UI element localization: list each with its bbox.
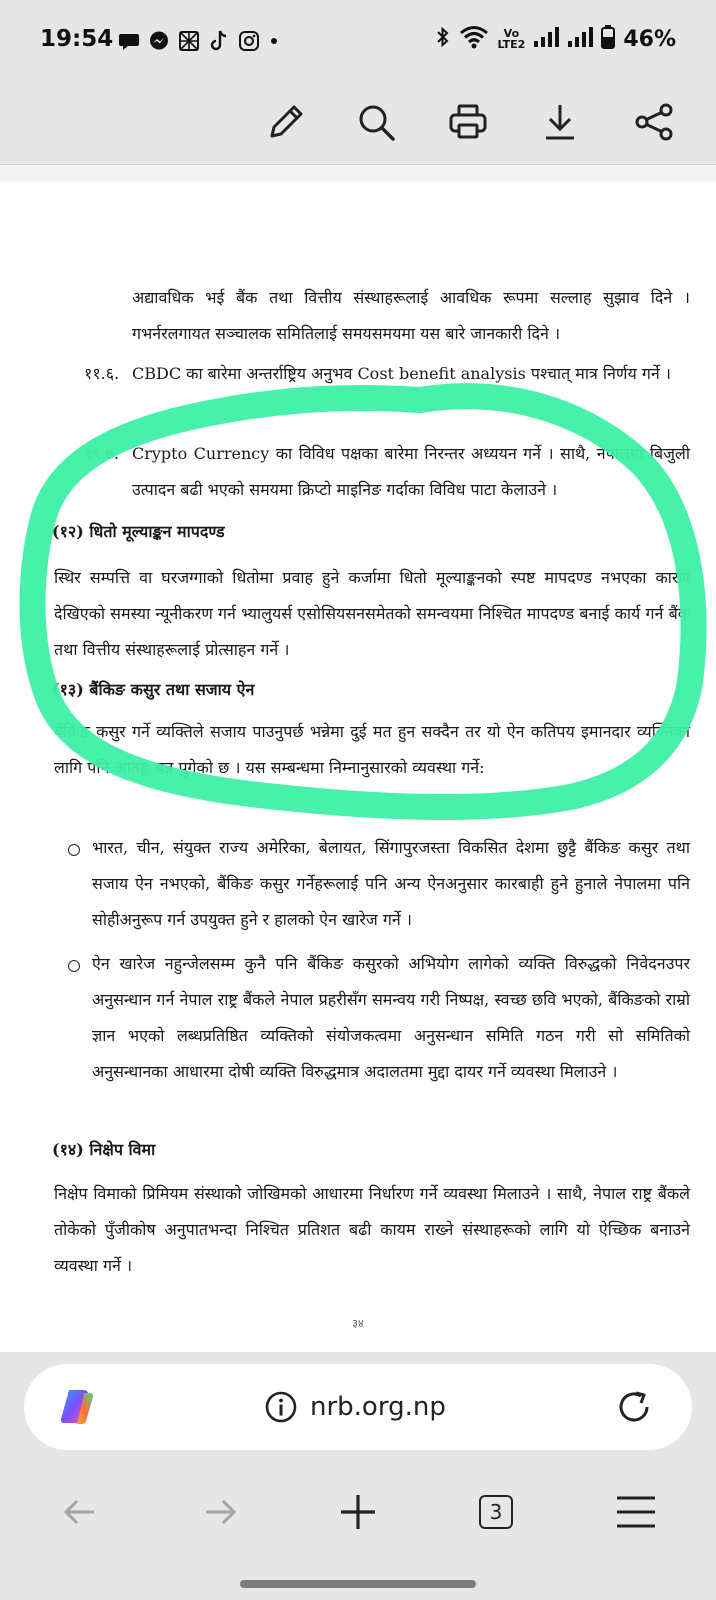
system-status <box>435 24 676 54</box>
item-11-6-text: CBDC का बारेमा अन्तर्राष्ट्रिय अनुभव Cost benefit analysis पश्चात् मात्र निर्णय गर्ने । <box>132 364 671 383</box>
volte-indicator <box>497 28 525 50</box>
share-button[interactable] <box>628 96 680 148</box>
back-button[interactable] <box>54 1486 106 1538</box>
paragraph-12: स्थिर सम्पत्ति वा घरजग्गाको धितोमा प्रवाह हुने कर्जामा धितो मूल्याङ्कनको स्पष्ट मापदण्ड नभएका कारण देखिएको समस्या न्यूनीकरण गर्न भ्यालुयर्स एसोसियसनसमेतको समन्वयमा निश्चित मापदण्ड बनाई कार्य गर्न बैंक तथा वित्तीय संस्थाहरूलाई प्रोत्साहन गर्ने । <box>54 568 690 659</box>
paragraph-13: बैंकिङ कसुर गर्ने व्यक्तिले सजाय पाउनुपर्छ भन्नेमा दुई मत हुन सक्दैन तर यो ऐन कतिपय इमानदार व्यक्तिका लागि पनि आतङ्क बन्न पुगेको छ । यस सम्बन्धमा निम्नानुसारको व्यवस्था गर्ने: <box>54 722 690 777</box>
forward-arrow-icon <box>200 1492 240 1532</box>
print-button[interactable] <box>442 96 494 148</box>
navigation-bar <box>0 1472 716 1552</box>
item-number-11-7: ११.७. <box>84 444 120 463</box>
bullet-marker <box>68 960 80 972</box>
instagram-icon <box>238 30 260 52</box>
pdf-page[interactable] <box>0 182 716 1352</box>
forward-button[interactable] <box>194 1486 246 1538</box>
print-icon <box>446 100 490 144</box>
item-number-11-6: ११.६. <box>84 364 120 383</box>
more-dot-icon <box>268 35 280 47</box>
bullet-item-1: भारत, चीन, संयुक्त राज्य अमेरिका, बेलायत, सिंगापुरजस्ता विकसित देशमा छुट्टै बैंकिङ कसुर तथा सजाय ऐन नभएको, बैंकिङ कसुर गर्नेहरूलाई पनि अन्य ऐनअनुसार कारबाही हुने हुनाले नेपालमा पनि सोहीअनुरूप गर्न उपयुक्त हुने र हालको ऐन खारेज गर्ने । <box>92 838 690 929</box>
status-time: 19:54 <box>40 26 114 52</box>
heading-14: (१४) निक्षेप विमा <box>52 1140 156 1159</box>
battery-icon <box>601 25 615 53</box>
plus-icon <box>338 1492 378 1532</box>
search-button[interactable] <box>350 96 402 148</box>
edit-button[interactable] <box>260 96 312 148</box>
new-tab-button[interactable] <box>332 1486 384 1538</box>
download-icon <box>538 100 582 144</box>
menu-button[interactable] <box>610 1486 662 1538</box>
search-icon <box>354 100 398 144</box>
browser-bottom-bar <box>0 1352 716 1600</box>
page-number: ३४ <box>352 1317 364 1330</box>
info-icon[interactable] <box>264 1390 298 1424</box>
wifi-icon <box>459 25 489 53</box>
messenger-icon <box>148 30 170 52</box>
notification-icons <box>118 27 280 55</box>
hamburger-menu-icon <box>615 1494 657 1530</box>
volte-bottom: LTE2 <box>497 38 526 51</box>
pencil-icon <box>264 100 308 144</box>
heading-12: (१२) धितो मूल्याङ्कन मापदण्ड <box>52 522 225 541</box>
item-11-7-text: Crypto Currency का विविध पक्षका बारेमा निरन्तर अध्ययन गर्ने । साथै, नेपालमा बिजुली उत्पादन बढी भएको समयमा क्रिप्टो माइनिङ गर्दाका विविध पाटा केलाउने । <box>132 444 690 499</box>
address-bar[interactable] <box>24 1364 692 1450</box>
pdf-toolbar <box>0 84 716 164</box>
paragraph-11-5-continued: अद्यावधिक भई बैंक तथा वित्तीय संस्थाहरूलाई आवधिक रूपमा सल्लाह सुझाव दिने । गभर्नरलगायत सञ्चालक समितिलाई समयसमयमा यस बारे जानकारी दिने । <box>132 288 690 343</box>
copilot-button[interactable] <box>58 1387 102 1427</box>
tiktok-icon <box>208 29 230 53</box>
tab-count: 3 <box>479 1495 513 1529</box>
signal-icon-1 <box>533 26 559 52</box>
paragraph-14: निक्षेप विमाको प्रिमियम संस्थाको जोखिमको आधारमा निर्धारण गर्ने व्यवस्था मिलाउने । साथै, नेपाल राष्ट्र बैंकले तोकेको पुँजीकोष अनुपातभन्दा निश्चित प्रतिशत बढी कायम राख्ने संस्थाहरूको लागि यो ऐच्छिक बनाउने व्यवस्था गर्ने । <box>54 1184 690 1275</box>
copilot-icon <box>58 1387 102 1427</box>
url-text[interactable]: nrb.org.np <box>310 1392 446 1422</box>
chat-bubble-icon <box>118 30 140 52</box>
reload-button[interactable] <box>614 1387 654 1427</box>
share-icon <box>632 100 676 144</box>
url-display[interactable] <box>264 1386 446 1428</box>
download-button[interactable] <box>534 96 586 148</box>
bluetooth-icon <box>435 25 451 53</box>
home-indicator[interactable] <box>240 1580 476 1588</box>
tab-switcher-button[interactable] <box>470 1486 522 1538</box>
bullet-item-2: ऐन खारेज नहुन्जेलसम्म कुनै पनि बैंकिङ कसुरको अभियोग लागेको व्यक्ति विरुद्धको निवेदनउपर अनुसन्धान गर्न नेपाल राष्ट्र बैंकले नेपाल प्रहरीसँग समन्वय गरी निष्पक्ष, स्वच्छ छवि भएको, बैंकिङको राम्रो ज्ञान भएको लब्धप्रतिष्ठित व्यक्तिको संयोजकत्वमा अनुसन्धान समिति गठन गरी सो समितिको अनुसन्धानका आधारमा दोषी व्यक्ति विरुद्धमात्र अदालतमा मुद्दा दायर गर्ने व्यवस्था मिलाउने । <box>92 954 690 1081</box>
signal-icon-2 <box>567 26 593 52</box>
gallery-icon <box>178 30 200 52</box>
battery-percent: 46% <box>623 26 676 52</box>
heading-13: (१३) बैंकिङ कसुर तथा सजाय ऐन <box>52 680 255 699</box>
status-bar <box>0 0 716 84</box>
page-gap <box>0 164 716 182</box>
bullet-marker <box>68 844 80 856</box>
volte-top: Vo <box>503 27 520 40</box>
back-arrow-icon <box>60 1492 100 1532</box>
reload-icon <box>614 1387 654 1427</box>
